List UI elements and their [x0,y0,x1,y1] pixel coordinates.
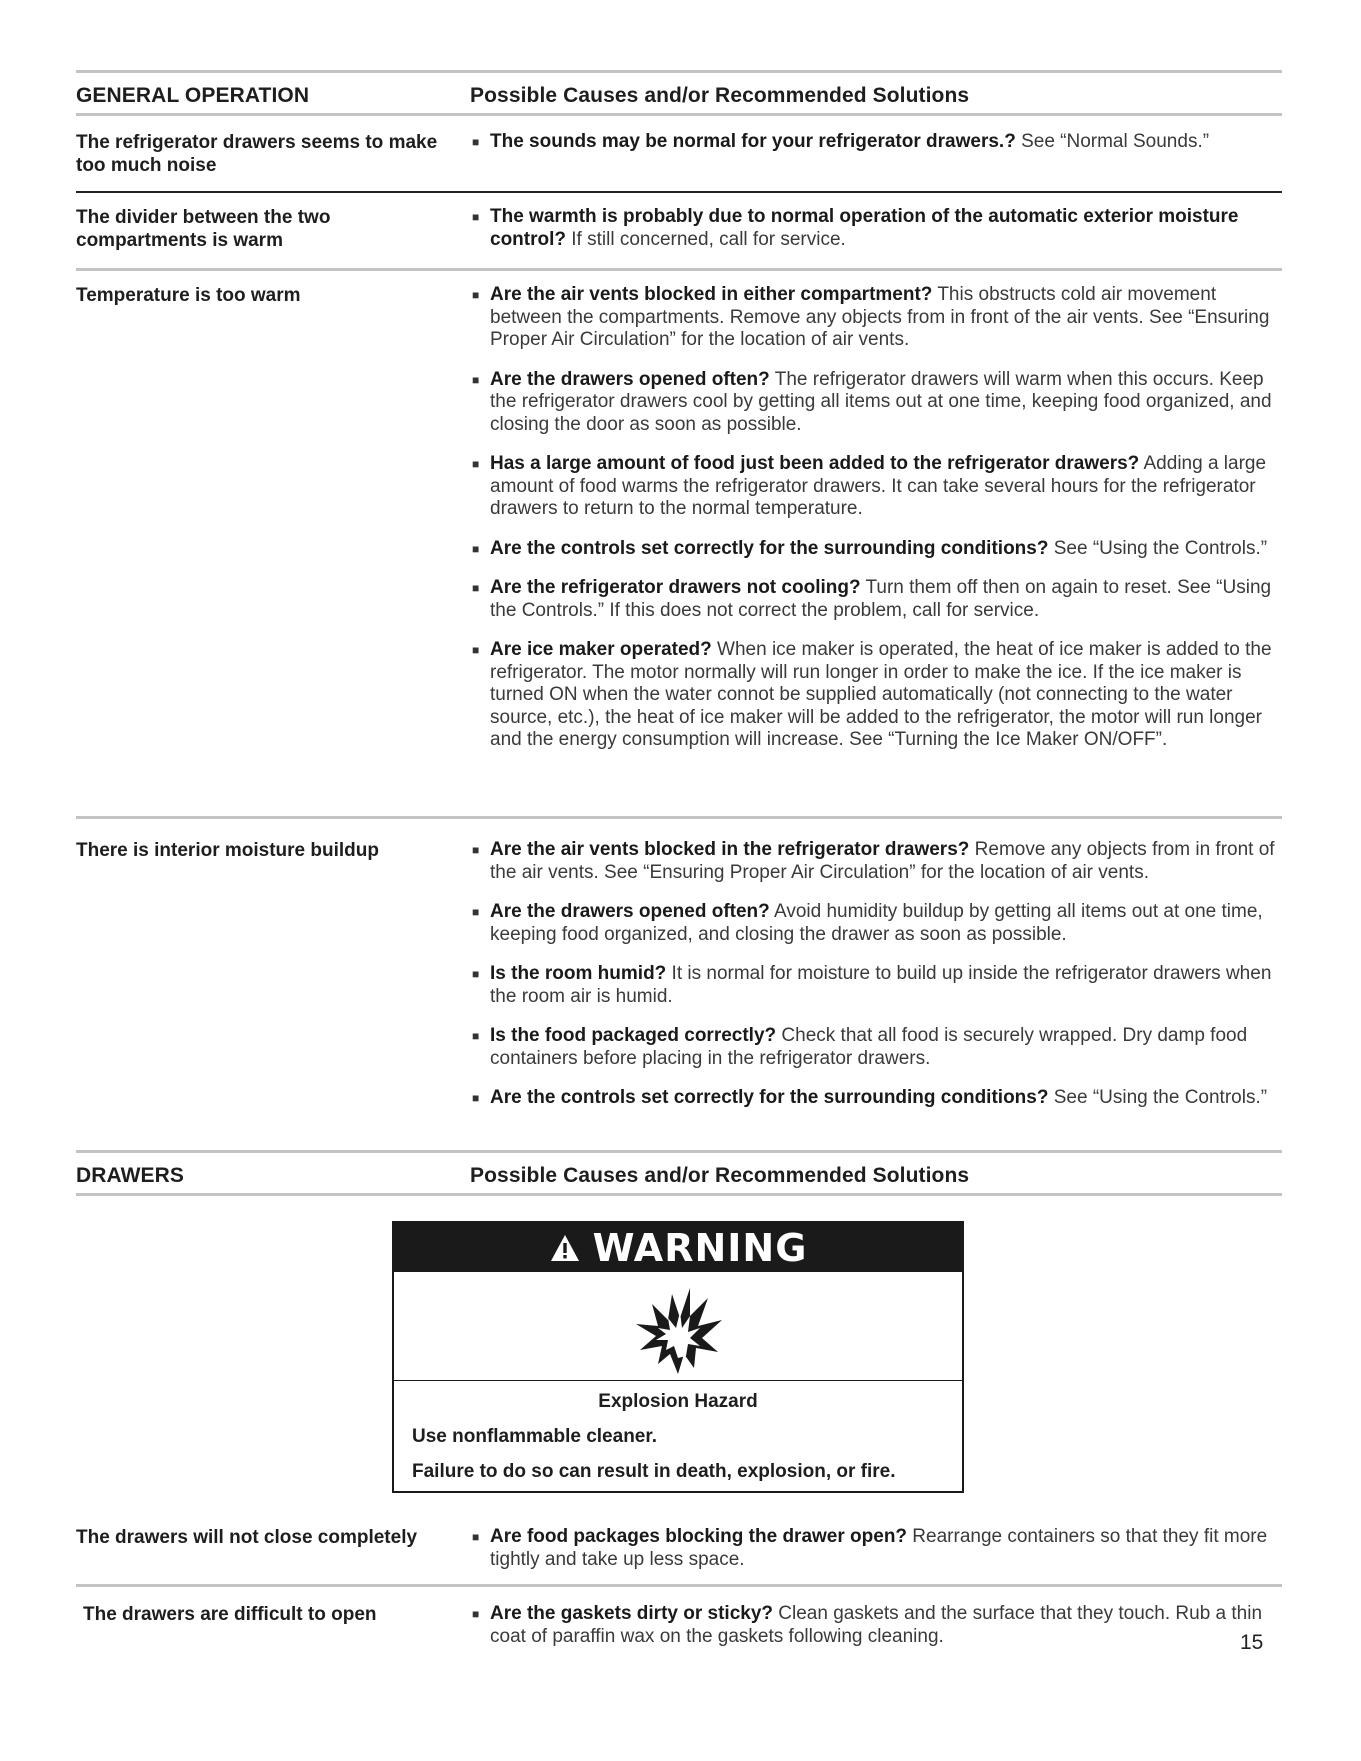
cause-item: ■ Is the food packaged correctly? Check that all food is securely wrapped. Dry damp food containers before placing in the refrigerator drawers. [472,1025,1248,1069]
bullet-icon: ■ [472,1029,480,1043]
problem-label: Temperature is too warm [76,285,301,306]
cause-item: ■ Are the refrigerator drawers not cooling? Turn them off then on again to reset. See “Using the Controls.” If this does not correct the problem, call for service. [472,577,1272,621]
section-title-drawers: DRAWERS [76,1164,185,1187]
section-rule [76,1150,1282,1153]
bullet-icon: ■ [472,288,480,302]
cause-item: ■ Are the air vents blocked in the refrigerator drawers? Remove any objects from in front of the air vents. See “Ensuring Proper Air Circulation” for the location of air vents. [472,839,1275,883]
cause-item: ■ Are the drawers opened often? Avoid humidity buildup by getting all items out at one time, keeping food organized, and closing the drawer as soon as possible. [472,901,1263,945]
bullet-icon: ■ [472,210,480,224]
top-rule [76,70,1282,73]
cause-item: ■ Are the drawers opened often? The refrigerator drawers will warm when this occurs. Keep the refrigerator drawers cool by getting all items out at one time, keeping food organized, and closing the door as soon as possible. [472,368,1272,435]
warning-box [392,1221,964,1493]
causes-list [472,1526,1292,1588]
bullet-icon: ■ [472,1530,480,1544]
bullet-icon: ■ [472,541,480,556]
bullet-icon: ■ [472,843,480,857]
bullet-icon: ■ [472,372,480,387]
row-divider [76,816,1282,819]
cause-item: ■ Are the controls set correctly for the surrounding conditions? See “Using the Controls.” [472,1087,1268,1108]
causes-list [472,206,1292,268]
cause-item: ■ Are food packages blocking the drawer open? Rearrange containers so that they fit more tightly and take up less space. [472,1526,1268,1570]
bullet-icon: ■ [472,967,480,981]
cause-item: ■ Are the gaskets dirty or sticky? Clean gaskets and the surface that they touch. Rub a thin coat of paraffin wax on the gaskets following cleaning. [472,1603,1263,1647]
warning-triangle-icon [549,1233,581,1263]
cause-item: ■ Are ice maker operated? When ice maker is operated, the heat of ice maker is added to the refrigerator. The motor normally will run longer in order to make the ice. If the ice maker is turned ON when the water connot be supplied automatically (not connecting to the water source, etc.), the heat of ice maker will be added to the refrigerator, the motor will run longer and the energy consumption will increase. See “Turning the Ice Maker ON/OFF”. [472,639,1272,750]
problem-label: There is interior moisture buildup [76,840,379,861]
bullet-icon: ■ [472,135,480,149]
row-divider [76,268,1282,271]
cause-item: ■ The warmth is probably due to normal operation of the automatic exterior moisture control? If still concerned, call for service. [472,206,1239,250]
section-title-general: GENERAL OPERATION [76,84,310,107]
bullet-icon: ■ [472,457,480,471]
bullet-icon: ■ [472,1091,480,1105]
causes-list [472,839,1292,1127]
warning-hazard-title: Explosion Hazard [598,1391,758,1412]
warning-consequence: Failure to do so can result in death, explosion, or fire. [412,1461,896,1482]
warning-icon-area [394,1272,962,1381]
problem-label: The refrigerator drawers seems to make too much noise [76,132,438,176]
causes-list [472,131,1292,171]
warning-instruction: Use nonflammable cleaner. [412,1426,657,1447]
problem-label: The drawers will not close completely [76,1527,418,1548]
cause-item: ■ Are the air vents blocked in either compartment? This obstructs cold air movement between the compartments. Remove any objects from in front of the air vents. See “Ensuring Proper Air Circulation” for the location of air vents. [472,284,1270,350]
causes-list [472,284,1292,769]
cause-item: ■ Is the room humid? It is normal for moisture to build up inside the refrigerator drawers when the room air is humid. [472,963,1272,1007]
bullet-icon: ■ [472,643,480,657]
explosion-icon [628,1276,728,1376]
row-divider [76,191,1282,193]
problem-label: The drawers are difficult to open [83,1604,377,1625]
warning-header [394,1223,962,1272]
causes-list [472,1603,1292,1665]
header-rule [76,113,1282,116]
problem-label: The divider between the two compartments is warm [76,207,331,251]
section-subtitle-drawers: Possible Causes and/or Recommended Solutions [470,1164,970,1187]
cause-item: ■ Are the controls set correctly for the surrounding conditions? See “Using the Controls.” [472,537,1268,559]
cause-item: ■ The sounds may be normal for your refrigerator drawers.? See “Normal Sounds.” [472,131,1210,152]
row-divider [76,1584,1282,1587]
warning-title: WARNING [592,1225,808,1270]
header-rule [76,1193,1282,1196]
bullet-icon: ■ [472,1607,480,1621]
bullet-icon: ■ [472,905,480,919]
cause-item: ■ Has a large amount of food just been added to the refrigerator drawers? Adding a large amount of food warms the refrigerator drawers. It can take several hours for the refrigerator drawers to return to the normal temperature. [472,453,1267,519]
section-subtitle-general: Possible Causes and/or Recommended Solutions [470,84,970,107]
page-number: 15 [1240,1631,1264,1654]
bullet-icon: ■ [472,581,480,595]
